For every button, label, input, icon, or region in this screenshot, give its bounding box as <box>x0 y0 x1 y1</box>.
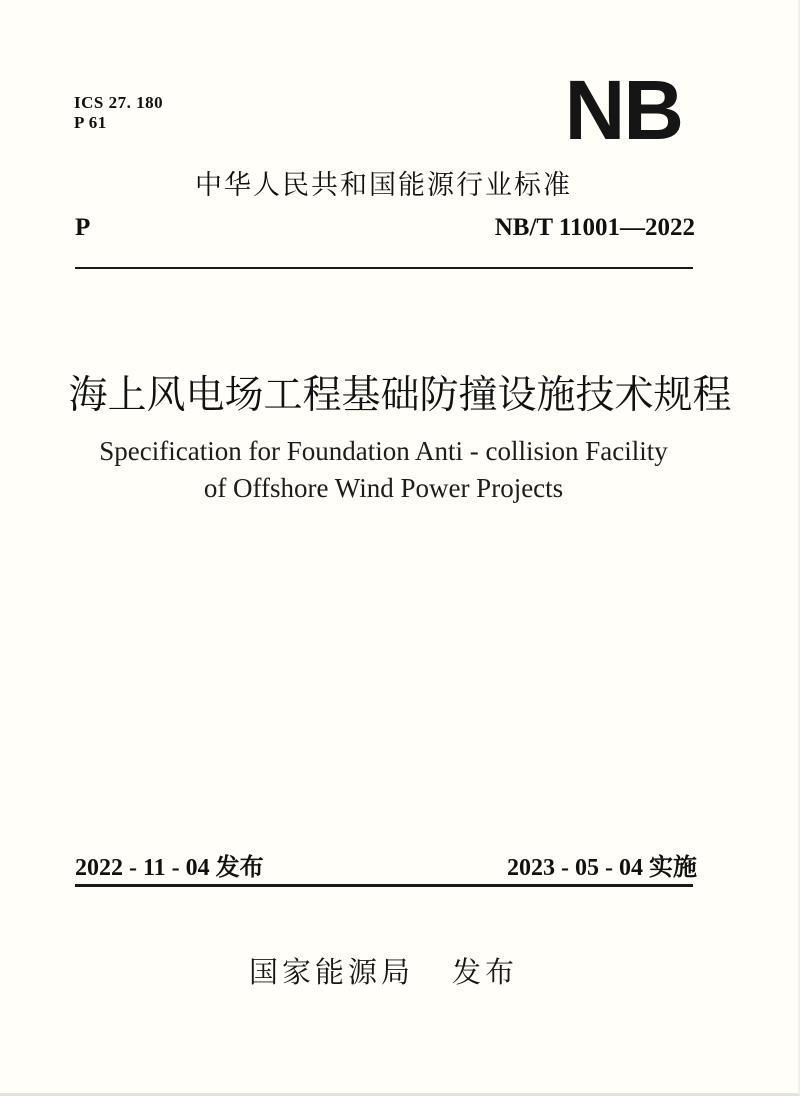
implement-date: 2023 - 05 - 04 实施 <box>507 855 697 881</box>
ics-code: ICS 27. 180 <box>74 93 164 112</box>
bottom-rule <box>75 884 693 887</box>
issue-date: 2022 - 11 - 04 发布 <box>75 855 264 881</box>
ics-block <box>74 93 163 133</box>
standard-type-title: 中华人民共和国能源行业标准 <box>195 170 572 200</box>
classification-code: P 61 <box>74 113 107 132</box>
publisher-name: 国家能源局 <box>248 957 414 989</box>
standard-number: NB/T 11001—2022 <box>494 214 695 241</box>
publisher-line <box>75 950 692 991</box>
standard-code-row <box>75 214 695 242</box>
title-english-line2: of Offshore Wind Power Projects <box>203 473 564 503</box>
title-chinese: 海上风电场工程基础防撞设施技术规程 <box>68 374 732 417</box>
nb-logo: NB <box>564 63 682 157</box>
dates-row <box>75 847 697 882</box>
title-english-line1: Specification for Foundation Anti - collision Facility <box>99 436 668 466</box>
top-rule <box>75 267 693 269</box>
class-letter: P <box>75 214 91 241</box>
title-english <box>75 433 692 507</box>
publish-label: 发布 <box>452 957 519 989</box>
